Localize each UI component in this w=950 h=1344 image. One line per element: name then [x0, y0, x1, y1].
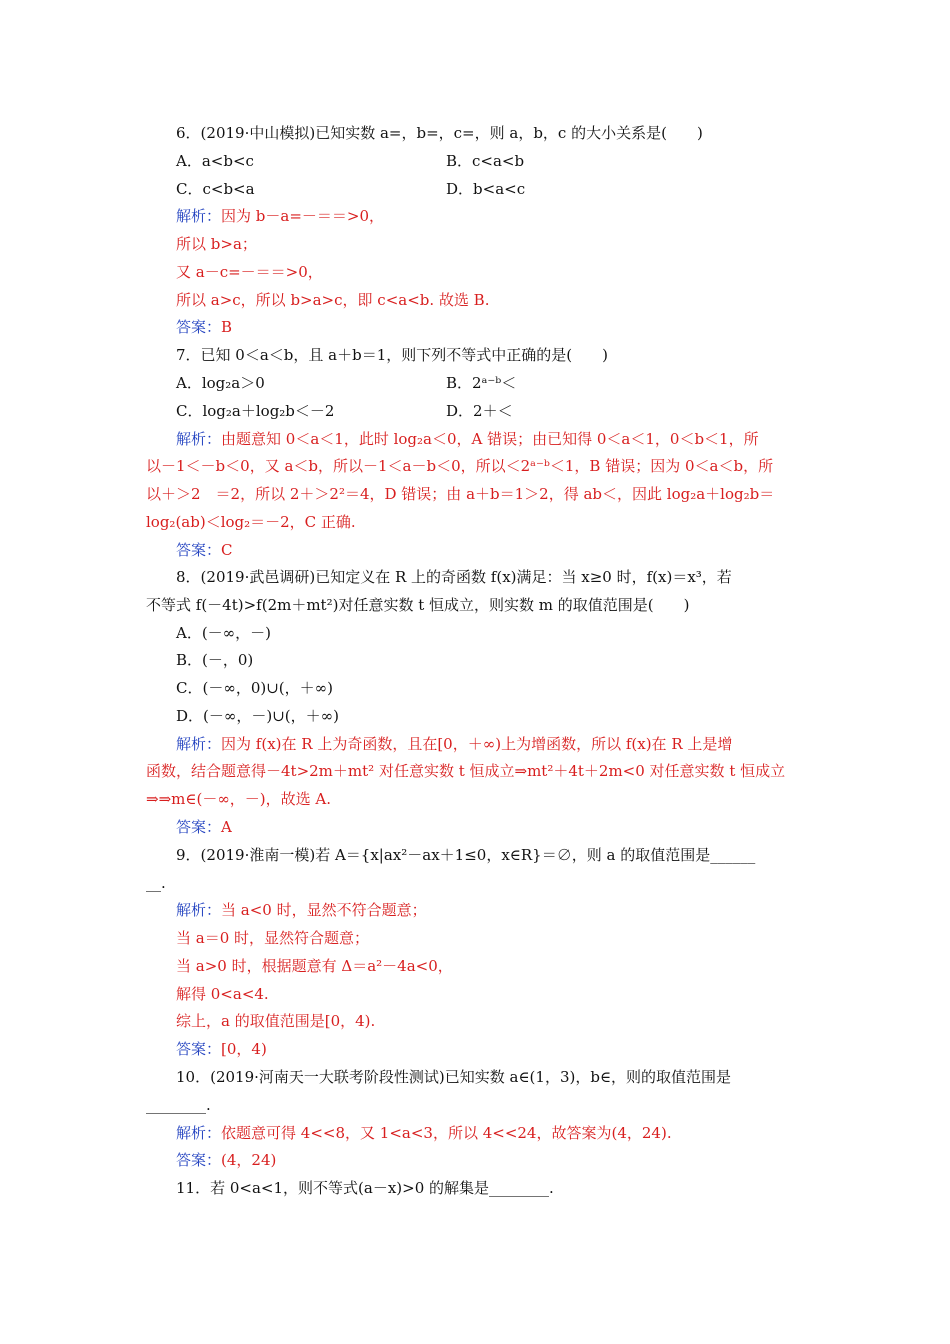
q9-answer	[176, 1039, 267, 1059]
q8-option-a: A．(－∞，－)	[176, 624, 272, 642]
q8-option-c: C．(－∞，0)∪(，＋∞)	[176, 679, 333, 697]
q10-stem-line-2: ________.	[146, 1096, 211, 1114]
q8-analysis-line-3: ⇒⇒m∈(－∞，－)，故选 A.	[146, 790, 332, 808]
q10-answer	[176, 1150, 276, 1170]
q9-analysis-line-2: 当 a＝0 时，显然符合题意；	[176, 929, 370, 947]
q9-answer-value: [0，4)	[221, 1040, 267, 1058]
q10-stem-line-1: 10．(2019·河南天一大联考阶段性测试)已知实数 a∈(1，3)，b∈，则的取值范围是	[176, 1068, 732, 1086]
q9-analysis-line-1	[176, 900, 427, 920]
answer-label: 答案：	[176, 318, 222, 336]
q7-analysis-line-1	[176, 429, 759, 449]
q7-answer	[176, 540, 233, 560]
q9-analysis-line-4: 解得 0<a<4.	[176, 985, 269, 1003]
answer-label: 答案：	[176, 818, 222, 836]
q7-analysis-line-2: 以－1＜－b＜0，又 a＜b，所以－1＜a－b＜0，所以＜2ᵃ⁻ᵇ＜1，B 错误；因为 0＜a＜b，所	[146, 457, 774, 475]
q7-analysis-line-3: 以＋＞2 ＝2，所以 2＋＞2²＝4，D 错误；由 a＋b＝1＞2，得 ab＜，因此 log₂a＋log₂b＝	[146, 485, 775, 503]
analysis-label: 解析：	[176, 207, 222, 225]
q8-answer	[176, 817, 232, 837]
q6-answer	[176, 317, 232, 337]
q9-analysis-line-5: 综上，a 的取值范围是[0，4).	[176, 1012, 376, 1030]
q10-answer-value: (4，24)	[221, 1151, 277, 1169]
q8-analysis-line-1	[176, 734, 732, 754]
answer-label: 答案：	[176, 541, 222, 559]
answer-label: 答案：	[176, 1040, 222, 1058]
answer-label: 答案：	[176, 1151, 222, 1169]
q9-stem-line-1: 9．(2019·淮南一模)若 A＝{x|ax²－ax＋1≤0，x∈R}＝∅，则 a 的取值范围是______	[176, 846, 756, 864]
analysis-label: 解析：	[176, 735, 222, 753]
q8-option-d: D．(－∞，－)∪(，＋∞)	[176, 707, 339, 725]
q6-analysis-line-1	[176, 206, 384, 226]
q10-analysis-text-1: 依题意可得 4<<8，又 1<a<3，所以 4<<24，故答案为(4，24).	[221, 1124, 672, 1142]
q6-option-b: B．c<a<b	[446, 152, 525, 170]
q8-answer-value: A	[221, 818, 232, 836]
q6-answer-value: B	[221, 318, 233, 336]
q7-option-d: D．2＋＜	[446, 402, 513, 420]
q6-option-d: D．b<a<c	[446, 180, 526, 198]
q8-stem-line-1: 8．(2019·武邑调研)已知定义在 R 上的奇函数 f(x)满足：当 x≥0 时，f(x)＝x³，若	[176, 568, 732, 586]
q8-option-b: B．(－，0)	[176, 651, 254, 669]
q7-option-c: C．log₂a＋log₂b＜－2	[176, 402, 335, 420]
q7-option-b: B．2ᵃ⁻ᵇ＜	[446, 374, 517, 392]
q7-option-a: A．log₂a＞0	[176, 374, 265, 392]
q6-option-a: A．a<b<c	[176, 152, 254, 170]
q7-stem: 7．已知 0＜a＜b，且 a＋b＝1，则下列不等式中正确的是( )	[176, 346, 608, 364]
q9-stem-line-2: __.	[146, 874, 166, 892]
q8-stem-line-2: 不等式 f(－4t)>f(2m＋mt²)对任意实数 t 恒成立，则实数 m 的取值范围是( )	[146, 596, 690, 614]
analysis-label: 解析：	[176, 1124, 222, 1142]
q11-stem: 11．若 0<a<1，则不等式(a－x)>0 的解集是________.	[176, 1179, 554, 1197]
q6-analysis-line-3: 又 a－c=－＝＝>0，	[176, 263, 323, 281]
q7-answer-value: C	[221, 541, 233, 559]
q9-analysis-text-1: 当 a<0 时，显然不符合题意；	[221, 901, 427, 919]
q8-analysis-text-1: 因为 f(x)在 R 上为奇函数，且在[0，＋∞)上为增函数，所以 f(x)在 R 上是增	[221, 735, 733, 753]
q6-stem: 6．(2019·中山模拟)已知实数 a=，b=，c=，则 a，b，c 的大小关系是( )	[176, 124, 703, 142]
q6-analysis-line-2: 所以 b>a；	[176, 235, 257, 253]
q8-analysis-line-2: 函数，结合题意得－4t>2m＋mt² 对任意实数 t 恒成立⇒mt²＋4t＋2m<0 对任意实数 t 恒成立	[146, 762, 786, 780]
q10-analysis-line-1	[176, 1123, 672, 1143]
q9-analysis-line-3: 当 a>0 时，根据题意有 Δ＝a²－4a<0，	[176, 957, 453, 975]
q6-option-c: C．c<b<a	[176, 180, 255, 198]
q6-analysis-line-4: 所以 a>c，所以 b>a>c，即 c<a<b. 故选 B.	[176, 291, 490, 309]
q6-analysis-text-1: 因为 b－a=－＝＝>0，	[221, 207, 385, 225]
q7-analysis-text-1: 由题意知 0＜a＜1，此时 log₂a＜0，A 错误；由已知得 0＜a＜1，0＜b＜1，所	[221, 430, 759, 448]
analysis-label: 解析：	[176, 430, 222, 448]
q7-analysis-line-4: log₂(ab)＜log₂＝－2，C 正确.	[146, 513, 356, 531]
analysis-label: 解析：	[176, 901, 222, 919]
